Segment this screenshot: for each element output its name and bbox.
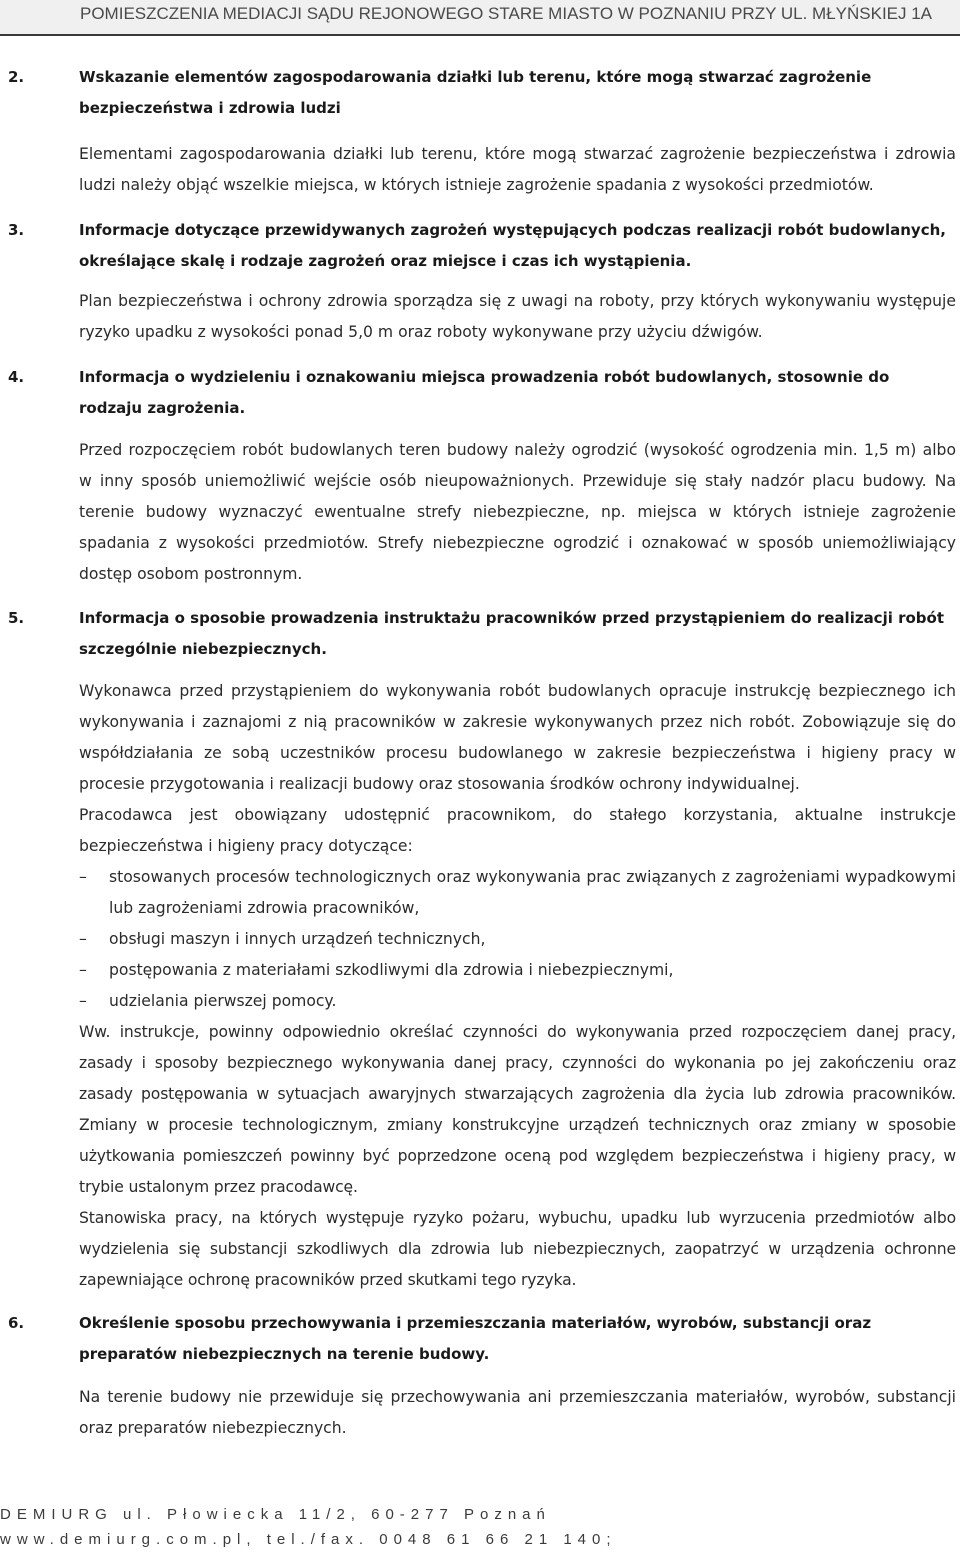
- section-title: Wskazanie elementów zagospodarowania działki lub terenu, które mogą stwarzać zagrożenie bezpieczeństwa i zdrowia ludzi: [79, 68, 872, 117]
- section-3-paragraph: Plan bezpieczeństwa i ochrony zdrowia sporządza się z uwagi na roboty, przy których wykonywaniu występuje ryzyko upadku z wysokości ponad 5,0 m oraz roboty wykonywane przy użyciu dźwigów.: [79, 292, 956, 341]
- list-item-text: stosowanych procesów technologicznych oraz wykonywania prac związanych z zagrożeniami wypadkowymi lub zagrożeniami zdrowia pracowników,: [109, 868, 956, 917]
- section-number: 2.: [8, 68, 25, 86]
- section-title: Informacja o sposobie prowadzenia instruktażu pracowników przed przystąpieniem do realizacji robót szczególnie niebezpiecznych.: [79, 609, 944, 658]
- section-6-paragraph: Na terenie budowy nie przewiduje się przechowywania ani przemieszczania materiałów, wyrobów, substancji oraz preparatów niebezpiecznych.: [79, 1388, 956, 1437]
- section-4-paragraph: Przed rozpoczęciem robót budowlanych teren budowy należy ogrodzić (wysokość ogrodzenia min. 1,5 m) albo w inny sposób uniemożliwić wejście osób nieupoważnionych. Przewiduje się stały nadzór placu budowy. Na terenie budowy wyznaczyć ewentualne strefy niebezpieczne, np. miejsca w których istnieje zagrożenie spadania z wysokości przedmiotów. Strefy niebezpieczne ogrodzić i oznakować w sposób uniemożliwiający dostęp osobom postronnym.: [79, 441, 956, 583]
- footer-contact: www.demiurg.com.pl, tel./fax. 0048 61 66 21 140;: [0, 1531, 617, 1548]
- dash-bullet: –: [79, 992, 87, 1010]
- list-item-text: postępowania z materiałami szkodliwymi dla zdrowia i niebezpiecznymi,: [109, 961, 674, 979]
- section-5-paragraph-2: Pracodawca jest obowiązany udostępnić pracownikom, do stałego korzystania, aktualne instrukcje bezpieczeństwa i higieny pracy dotyczące:: [79, 806, 956, 855]
- section-title: Informacje dotyczące przewidywanych zagrożeń występujących podczas realizacji robót budowlanych, określające skalę i rodzaje zagrożeń oraz miejsce i czas ich wystąpienia.: [79, 221, 946, 270]
- section-number: 4.: [8, 368, 25, 386]
- footer-address: DEMIURG ul. Płowiecka 11/2, 60-277 Poznań: [0, 1506, 551, 1523]
- dash-bullet: –: [79, 961, 87, 979]
- list-item-text: obsługi maszyn i innych urządzeń technicznych,: [109, 930, 486, 948]
- section-5-paragraph-1: Wykonawca przed przystąpieniem do wykonywania robót budowlanych opracuje instrukcję bezpiecznego ich wykonywania i zaznajomi z nią pracowników w zakresie wykonywanych przez nich robót. Zobowiązuje się do współdziałania ze sobą uczestników procesu budowlanego w zakresie bezpieczeństwa i higieny pracy w procesie przygotowania i realizacji budowy oraz stosowania środków ochrony indywidualnej.: [79, 682, 956, 793]
- page-footer: [0, 1500, 960, 1553]
- section-number: 3.: [8, 221, 25, 239]
- section-2-paragraph: Elementami zagospodarowania działki lub terenu, które mogą stwarzać zagrożenie bezpieczeństwa i zdrowia ludzi należy objąć wszelkie miejsca, w których istnieje zagrożenie spadania z wysokości przedmiotów.: [79, 145, 956, 194]
- section-5-paragraph-3: Ww. instrukcje, powinny odpowiednio określać czynności do wykonywania przed rozpoczęciem danej pracy, zasady i sposoby bezpiecznego wykonywania danej pracy, czynności do wykonania po jej zakończeniu oraz zasady postępowania w sytuacjach awaryjnych stwarzających zagrożenia dla życia lub zdrowia pracowników. Zmiany w procesie technologicznym, zmiany konstrukcyjne urządzeń technicznych oraz zmiany w sposobie użytkowania pomieszczeń powinny być poprzedzone oceną pod względem bezpieczeństwa i higieny pracy, w trybie ustalonym przez pracodawcę.: [79, 1023, 956, 1196]
- section-number: 5.: [8, 609, 25, 627]
- section-title: Informacja o wydzieleniu i oznakowaniu miejsca prowadzenia robót budowlanych, stosownie do rodzaju zagrożenia.: [79, 368, 890, 417]
- page-header: [0, 0, 960, 36]
- section-title: Określenie sposobu przechowywania i przemieszczania materiałów, wyrobów, substancji oraz preparatów niebezpiecznych na terenie budowy.: [79, 1314, 872, 1363]
- section-5-paragraph-4: Stanowiska pracy, na których występuje ryzyko pożaru, wybuchu, upadku lub wyrzucenia przedmiotów albo wydzielenia się substancji szkodliwych dla zdrowia lub niebezpiecznych, zaopatrzyć w urządzenia ochronne zapewniające ochronę pracowników przed skutkami tego ryzyka.: [79, 1209, 956, 1289]
- section-number: 6.: [8, 1314, 25, 1332]
- dash-bullet: –: [79, 930, 87, 948]
- header-title: POMIESZCZENIA MEDIACJI SĄDU REJONOWEGO STARE MIASTO W POZNANIU PRZY UL. MŁYŃSKIEJ 1A: [80, 4, 933, 23]
- list-item-text: udzielania pierwszej pomocy.: [109, 992, 337, 1010]
- dash-bullet: –: [79, 868, 87, 886]
